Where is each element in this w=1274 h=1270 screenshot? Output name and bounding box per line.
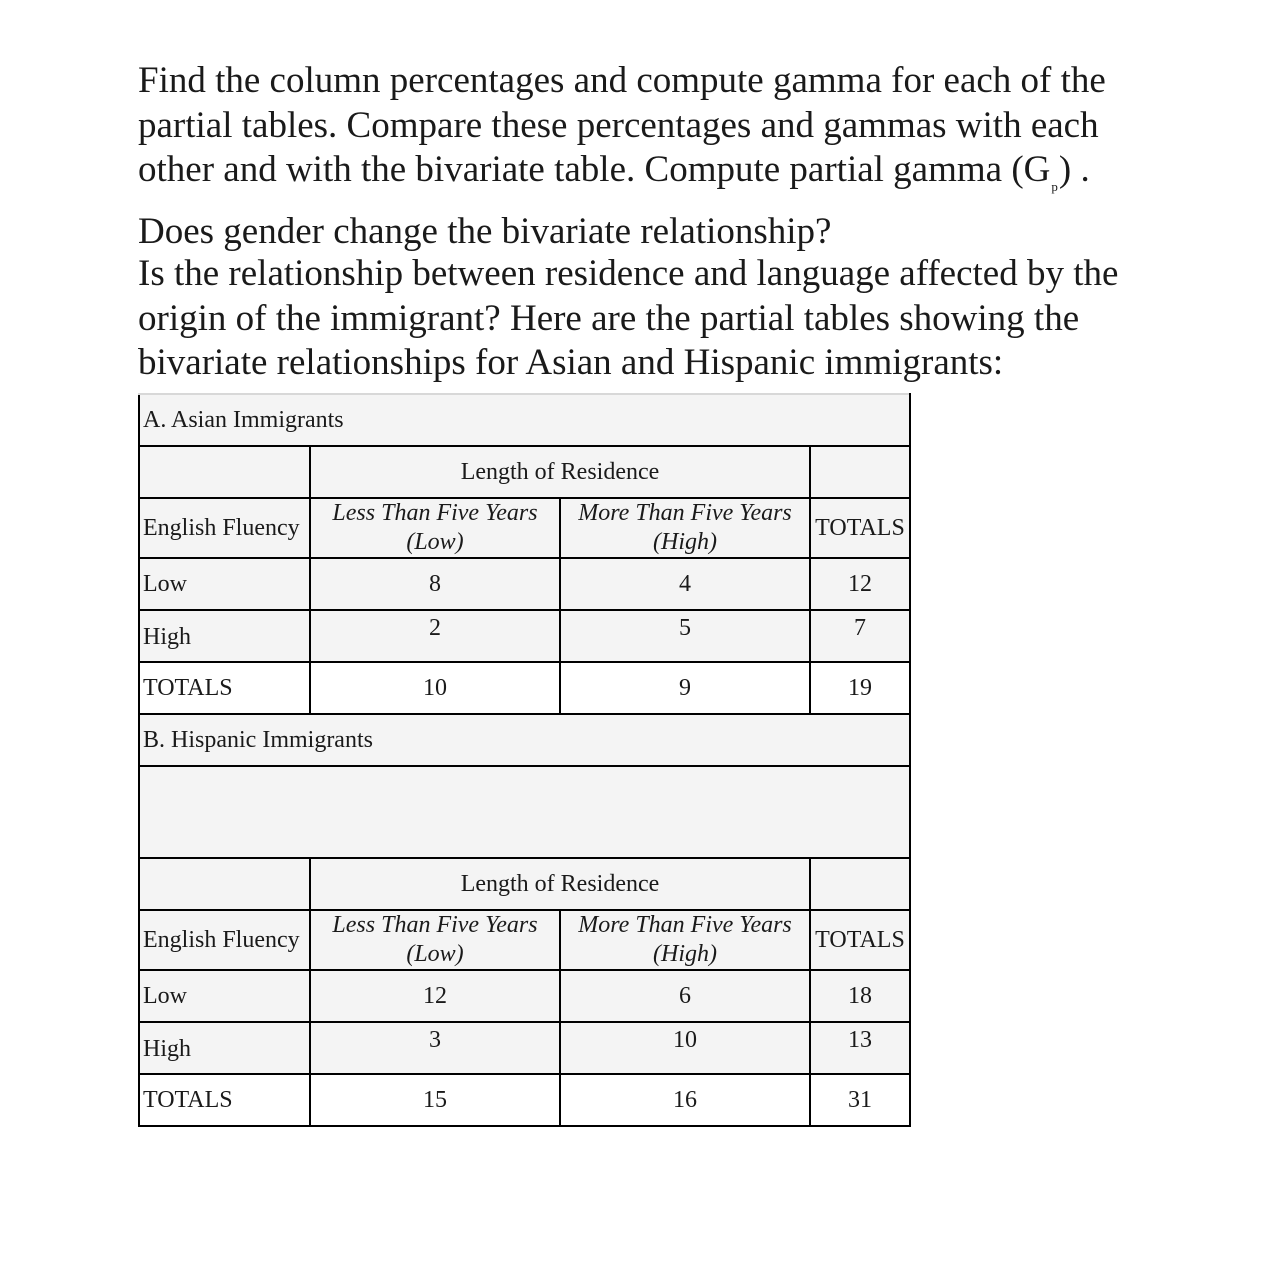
table-a-row-label-header: English Fluency <box>139 498 310 558</box>
row-label: Low <box>139 558 310 610</box>
cell-value: 5 <box>560 610 810 662</box>
cell-value: 8 <box>310 558 560 610</box>
table-b-empty-cell <box>139 766 910 858</box>
cell-value: 10 <box>310 662 560 714</box>
table-a-col2-line1: More Than Five Years <box>578 500 792 526</box>
table-a-totals-header: TOTALS <box>810 498 910 558</box>
table-row <box>139 1074 910 1126</box>
row-label: TOTALS <box>139 662 310 714</box>
table-a-col1-line2: (Low) <box>406 529 464 555</box>
row-label: Low <box>139 970 310 1022</box>
table-b-col2-line2: (High) <box>653 941 717 967</box>
cell-total: 31 <box>810 1074 910 1126</box>
cell-total: 18 <box>810 970 910 1022</box>
table-a-col2-line2: (High) <box>653 529 717 555</box>
cell-total: 19 <box>810 662 910 714</box>
table-b-col2-header <box>560 910 810 970</box>
row-label: High <box>139 1022 310 1074</box>
row-label: High <box>139 610 310 662</box>
cell-value: 16 <box>560 1074 810 1126</box>
p1-subscript: p <box>1051 179 1058 194</box>
cell-total: 12 <box>810 558 910 610</box>
cell-value: 6 <box>560 970 810 1022</box>
row-label: TOTALS <box>139 1074 310 1126</box>
table-row <box>139 558 910 610</box>
table-a-group-header: Length of Residence <box>310 446 810 498</box>
table-b-group-header: Length of Residence <box>310 858 810 910</box>
table-row <box>139 662 910 714</box>
question-paragraph-2: Is the relationship between residence and language affected by the origin of the immigrant? Here are the partial tables showing the bivariate relationships for Asian and Hispanic immigrants: <box>138 253 1119 383</box>
table-b-spacer-row <box>139 766 910 858</box>
cell-value: 9 <box>560 662 810 714</box>
cell-value: 4 <box>560 558 810 610</box>
table-a-title: A. Asian Immigrants <box>139 394 910 446</box>
table-b-col2-line1: More Than Five Years <box>578 912 792 938</box>
question-paragraph-1 <box>138 59 1138 254</box>
cell-total: 13 <box>810 1022 910 1074</box>
table-row <box>139 610 910 662</box>
cell-total: 7 <box>810 610 910 662</box>
table-b-title: B. Hispanic Immigrants <box>139 714 910 766</box>
table-b-empty-cell <box>139 858 310 910</box>
table-a-col1-header <box>310 498 560 558</box>
table-row <box>139 970 910 1022</box>
p1-text-a: Find the column percentages and compute gamma for each of the partial tables. Compare these percentages and gammas with each other and with the bivariate table. Compute partial gamma (G <box>138 60 1106 190</box>
cell-value: 10 <box>560 1022 810 1074</box>
table-a-group-row <box>139 446 910 498</box>
table-a-title-row <box>139 394 910 446</box>
table-b-header-row <box>139 910 910 970</box>
table-b-title-row <box>139 714 910 766</box>
table-a-col1-line1: Less Than Five Years <box>332 500 538 526</box>
table-b-empty-cell <box>810 858 910 910</box>
p1-text-b: ) . Does gender change the bivariate relationship? <box>138 149 1090 252</box>
table-a-empty-cell <box>139 446 310 498</box>
table-a-col2-header <box>560 498 810 558</box>
table-a-empty-cell <box>810 446 910 498</box>
cell-value: 15 <box>310 1074 560 1126</box>
table-a-header-row <box>139 498 910 558</box>
partial-tables <box>138 393 911 1127</box>
table-row <box>139 1022 910 1074</box>
table-b-totals-header: TOTALS <box>810 910 910 970</box>
table-b-row-label-header: English Fluency <box>139 910 310 970</box>
cell-value: 2 <box>310 610 560 662</box>
table-b-col1-header <box>310 910 560 970</box>
cell-value: 12 <box>310 970 560 1022</box>
table-b-group-row <box>139 858 910 910</box>
table-b-col1-line1: Less Than Five Years <box>332 912 538 938</box>
table-b-col1-line2: (Low) <box>406 941 464 967</box>
cell-value: 3 <box>310 1022 560 1074</box>
